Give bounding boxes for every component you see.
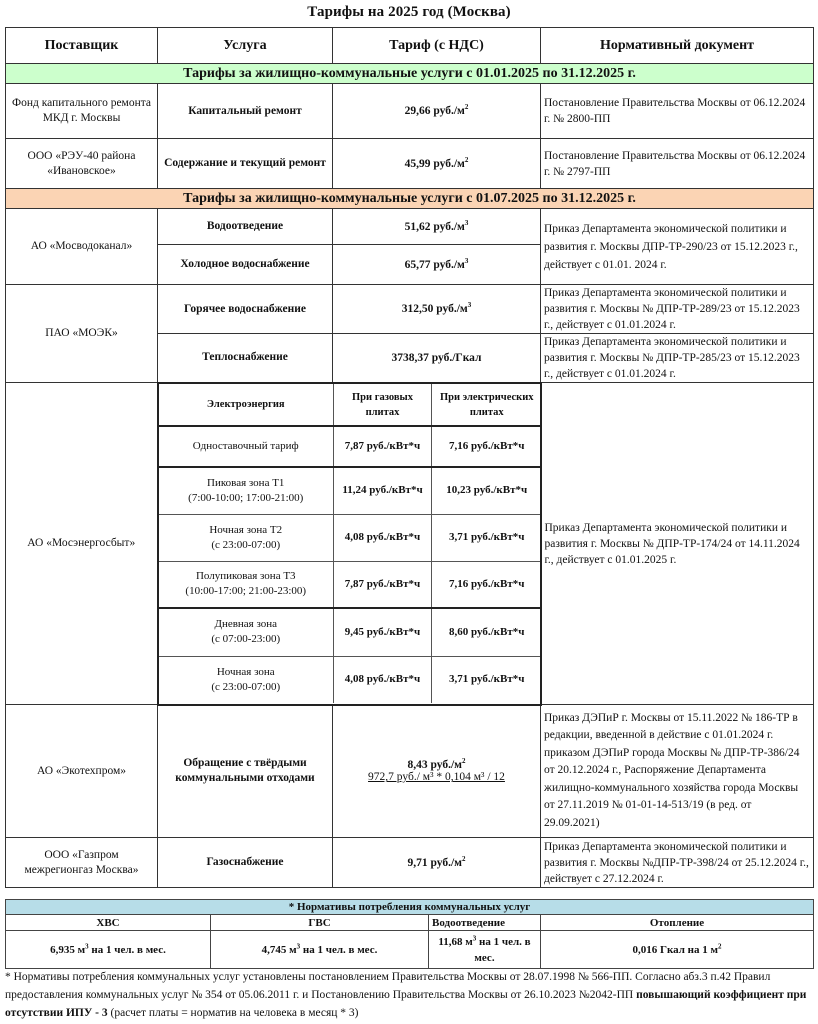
- tariff-cell: 3738,37 руб./Гкал: [333, 334, 541, 383]
- tariff-cell: 29,66 $руб./м^2$: [333, 84, 541, 139]
- zone-row: [159, 426, 542, 467]
- tariff-cell: 9,71 $руб./м^2$: [333, 838, 541, 888]
- service-cell: Газоснабжение: [158, 838, 333, 888]
- norms-header-row: [6, 915, 814, 931]
- table-row: [6, 838, 814, 888]
- gas-value: 11,24 руб./кВт*ч: [334, 467, 432, 514]
- gas-value: 7,87 руб./кВт*ч: [334, 426, 432, 467]
- header-tariff: Тариф (с НДС): [333, 28, 541, 64]
- electricity-table: [159, 384, 542, 703]
- table-row: [6, 383, 814, 705]
- norms-col-drainage: Водоотведение: [429, 915, 541, 931]
- norms-values-row: [6, 931, 814, 969]
- period-band-2025-h2: Тарифы за жилищно-коммунальные услуги с 01.07.2025 по 31.12.2025 г.: [6, 189, 814, 209]
- table-row: [6, 139, 814, 189]
- gas-value: 4,08 руб./кВт*ч: [334, 514, 432, 561]
- page-title: Тарифы на 2025 год (Москва): [307, 4, 511, 20]
- norms-value-drainage: 11,68 $м^3$ на 1 чел. в мес.: [429, 931, 541, 969]
- supplier-cell: АО «Экотехпром»: [6, 705, 158, 838]
- zone-row: [159, 656, 542, 703]
- electricity-tariffs: [158, 383, 541, 705]
- service-cell: Горячее водоснабжение: [158, 285, 333, 334]
- consumption-norms-table: [5, 899, 814, 969]
- table-row: [6, 209, 814, 245]
- tariff-cell: 65,77 $руб./м^3$: [333, 245, 541, 285]
- table-row: [6, 84, 814, 139]
- zone-row: [159, 561, 542, 608]
- supplier-cell: АО «Мосводоканал»: [6, 209, 158, 285]
- service-cell: Обращение с твёрдыми коммунальными отходами: [158, 705, 333, 838]
- footnote: * Нормативы потребления коммунальных услуг установлены постановлением Правительства Москвы от 28.07.1998 № 566-ПП. Согласно абз.3 п.42 Правил предоставления коммунальных услуг № 354 от 05.06.2011 г. и Постановлению Правительства Москвы от 26.10.2023 №2042-ПП повышающий коэффициент при отсутствии ИПУ - 3 (расчет платы = норматив на человека в месяц * 3): [5, 971, 807, 1019]
- zone-name: Полупиковая зона Т3 (10:00-17:00; 21:00-23:00): [159, 561, 334, 608]
- tariff-formula: 972,7 руб./ м³ * 0,104 м³ / 12: [368, 771, 505, 784]
- norms-col-hvs: ХВС: [6, 915, 211, 931]
- supplier-cell: ПАО «МОЭК»: [6, 285, 158, 383]
- zone-name: Ночная зона Т2 (с 23:00-07:00): [159, 514, 334, 561]
- gas-value: 7,87 руб./кВт*ч: [334, 561, 432, 608]
- supplier-cell: Фонд капитального ремонта МКД г. Москвы: [6, 84, 158, 139]
- supplier-cell: ООО «РЭУ-40 района «Ивановское»: [6, 139, 158, 189]
- service-cell: Теплоснабжение: [158, 334, 333, 383]
- electric-value: 7,16 руб./кВт*ч: [432, 561, 542, 608]
- electric-value: 3,71 руб./кВт*ч: [432, 514, 542, 561]
- electricity-label: Электроэнергия: [159, 384, 334, 426]
- tariff-cell: 45,99 $руб./м^2$: [333, 139, 541, 189]
- gas-stoves-header: При газовых плитах: [334, 384, 432, 426]
- table-row: [6, 705, 814, 838]
- document-cell: Приказ Департамента экономической политики и развития г. Москвы № ДПР-ТР-289/23 от 15.12.2023 г., действует с 01.01.2024 г.: [541, 285, 814, 334]
- electric-stoves-header: При электрических плитах: [432, 384, 542, 426]
- electric-value: 8,60 руб./кВт*ч: [432, 608, 542, 656]
- header-service: Услуга: [158, 28, 333, 64]
- electric-value: 10,23 руб./кВт*ч: [432, 467, 542, 514]
- supplier-cell: АО «Мосэнергосбыт»: [6, 383, 158, 705]
- electric-value: 3,71 руб./кВт*ч: [432, 656, 542, 703]
- zone-name: Дневная зона (с 07:00-23:00): [159, 608, 334, 656]
- header-document: Нормативный документ: [541, 28, 814, 64]
- period-band-2025-full: Тарифы за жилищно-коммунальные услуги с 01.01.2025 по 31.12.2025 г.: [6, 64, 814, 84]
- norms-value-heating: 0,016 Гкал на 1 $м^2$: [541, 931, 814, 969]
- norms-col-gvs: ГВС: [211, 915, 429, 931]
- electric-value: 7,16 руб./кВт*ч: [432, 426, 542, 467]
- zone-row: [159, 514, 542, 561]
- document-cell: Приказ Департамента экономической политики и развития г. Москвы № ДПР-ТР-174/24 от 14.11.2024 г., действует с 01.01.2025 г.: [541, 383, 814, 705]
- table-row: [6, 285, 814, 334]
- gas-value: 4,08 руб./кВт*ч: [334, 656, 432, 703]
- document-cell: Постановление Правительства Москвы от 06.12.2024 г. № 2797-ПП: [541, 139, 814, 189]
- document-cell: Приказ Департамента экономической политики и развития г. Москвы № ДПР-ТР-285/23 от 15.12.2023 г., действует с 01.01.2024 г.: [541, 334, 814, 383]
- document-cell: Приказ ДЭПиР г. Москвы от 15.11.2022 № 186-ТР в редакции, введенной в действие с 01.01.2024 г. приказом ДЭПиР города Москвы № ДПР-ТР-386/24 от 20.12.2024 г., Распоряжение Департамента жилищно-коммунального хозяйства города Москвы от 27.11.2019 № 01-01-14-513/19 (в ред. от 29.09.2021): [541, 705, 814, 838]
- service-cell: Водоотведение: [158, 209, 333, 245]
- norms-value-gvs: 4,745 $м^3$ на 1 чел. в мес.: [211, 931, 429, 969]
- document-cell: Приказ Департамента экономической политики и развития г. Москвы ДПР-ТР-290/23 от 15.12.2023 г., действует с 01.01. 2024 г.: [541, 209, 814, 285]
- zone-row: [159, 608, 542, 656]
- document-cell: Постановление Правительства Москвы от 06.12.2024 г. № 2800-ПП: [541, 84, 814, 139]
- service-cell: Холодное водоснабжение: [158, 245, 333, 285]
- electricity-header-row: [159, 384, 542, 426]
- table-header-row: [6, 28, 814, 64]
- gas-value: 9,45 руб./кВт*ч: [334, 608, 432, 656]
- tariff-cell: 51,62 $руб./м^3$: [333, 209, 541, 245]
- supplier-cell: ООО «Газпром межрегионгаз Москва»: [6, 838, 158, 888]
- zone-name: Одноставочный тариф: [159, 426, 334, 467]
- service-cell: Капитальный ремонт: [158, 84, 333, 139]
- tariffs-table: [5, 27, 814, 888]
- norms-value-hvs: 6,935 $м^3$ на 1 чел. в мес.: [6, 931, 211, 969]
- tariff-cell: 312,50 $руб./м^3$: [333, 285, 541, 334]
- header-supplier: Поставщик: [6, 28, 158, 64]
- document-cell: Приказ Департамента экономической политики и развития г. Москвы №ДПР-ТР-398/24 от 25.12.2024 г., действует с 27.12.2024 г.: [541, 838, 814, 888]
- service-cell: Содержание и текущий ремонт: [158, 139, 333, 189]
- zone-name: Ночная зона (с 23:00-07:00): [159, 656, 334, 703]
- norms-col-heating: Отопление: [541, 915, 814, 931]
- tariff-cell: 8,43 $руб./м^2$ 972,7 руб./ м³ * 0,104 м³ / 12: [333, 705, 541, 838]
- zone-name: Пиковая зона Т1 (7:00-10:00; 17:00-21:00): [159, 467, 334, 514]
- norms-title: * Нормативы потребления коммунальных услуг: [6, 900, 814, 915]
- zone-row: [159, 467, 542, 514]
